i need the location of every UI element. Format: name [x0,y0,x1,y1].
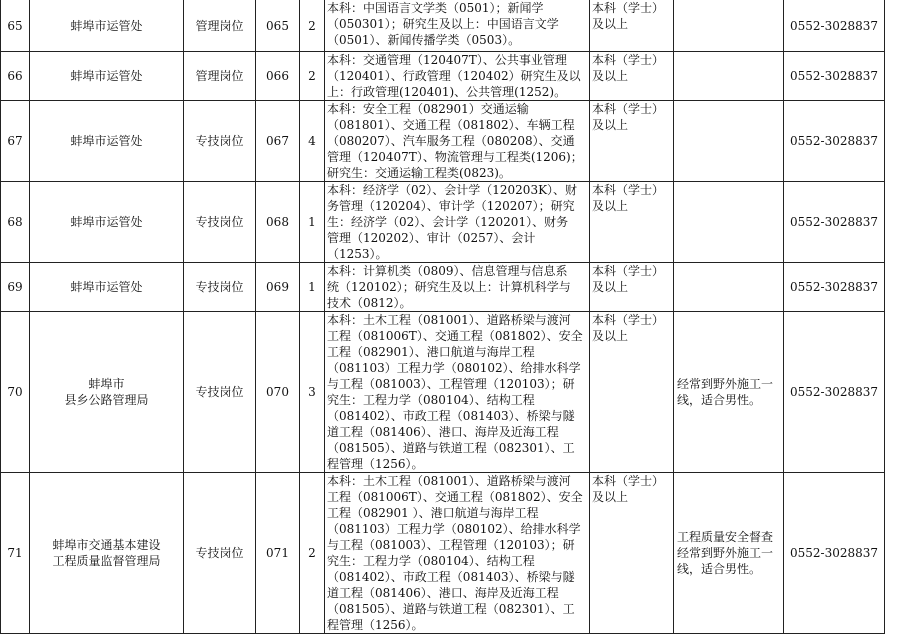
major-requirements [325,263,590,312]
education-requirement-line: 本科（学士） [592,183,665,197]
employer-unit [30,182,184,263]
employer-unit-line: 县乡公路管理局 [64,393,149,407]
contact-phone: 0552-3028837 [784,52,885,101]
major-requirements-line: 究生：工程力学（080104）、结构工程 [327,393,535,407]
employer-unit [30,312,184,473]
major-requirements [325,473,590,634]
education-requirement-line: 及以上 [592,329,629,343]
hiring-count: 3 [300,312,325,473]
table-row [1,312,885,473]
hiring-count: 1 [300,182,325,263]
major-requirements [325,0,590,52]
major-requirements-line: （081103）工程力学（080102）、给排水科学 [327,522,581,536]
major-requirements-line: 与工程（081003）、工程管理（120103）；研 [327,538,575,552]
major-requirements-line: （081103）工程力学（080102）、给排水科学 [327,361,581,375]
major-requirements-line: 本科：安全工程（082901）交通运输 [327,102,529,116]
major-requirements-line: 管理（120407T）、物流管理与工程类(1206)； [327,150,583,164]
major-requirements-line: （081505）、道路与铁道工程（082301）、工 [327,602,575,616]
position-code: 067 [256,101,300,182]
major-requirements-line: （081505）、道路与铁道工程（082301）、工 [327,441,575,455]
major-requirements-line: 道工程（081406）、港口、海岸及近海工程 [327,586,559,600]
major-requirements-line: 本科：土木工程（081001）、道路桥梁与渡河 [327,474,571,488]
major-requirements-line: （081801）、交通工程（081802）、车辆工程 [327,118,575,132]
row-number: 69 [1,263,30,312]
remarks [674,0,784,52]
contact-phone: 0552-3028837 [784,263,885,312]
hiring-count: 2 [300,473,325,634]
major-requirements-line: 与工程（081003）、工程管理（120103）；研 [327,377,575,391]
position-code: 066 [256,52,300,101]
major-requirements-line: 道工程（081406）、港口、海岸及近海工程 [327,425,559,439]
major-requirements-line: 务管理（120204）、审计学（120207）；研究 [327,199,575,213]
major-requirements-line: 生：经济学（02）、会计学（120201）、财务 [327,215,569,229]
table-row [1,52,885,101]
table-row [1,101,885,182]
major-requirements [325,101,590,182]
education-requirement-line: 及以上 [592,118,629,132]
education-requirement [590,312,674,473]
education-requirement-line: 本科（学士） [592,264,665,278]
major-requirements-line: （1253）。 [327,247,388,261]
hiring-count: 2 [300,0,325,52]
remarks [674,52,784,101]
contact-phone: 0552-3028837 [784,182,885,263]
education-requirement [590,0,674,52]
education-requirement [590,182,674,263]
employer-unit-line: 蚌埠市 [88,377,125,391]
remarks-line: 经常到野外施工一 [677,546,774,560]
employer-unit-line: 工程质量监督管理局 [52,554,161,568]
employer-unit-line: 蚌埠市运管处 [70,215,143,229]
major-requirements-line: 工程（082901 ）、港口航道与海岸工程 [327,506,539,520]
education-requirement-line: 本科（学士） [592,313,665,327]
remarks [674,312,784,473]
education-requirement-line: 本科（学士） [592,1,665,15]
row-number: 67 [1,101,30,182]
remarks [674,182,784,263]
position-code: 070 [256,312,300,473]
education-requirement-line: 及以上 [592,69,629,83]
major-requirements-line: （120401）、行政管理（120402）研究生及以 [327,69,581,83]
major-requirements-line: 管理（120202）、审计（0257）、会计 [327,231,536,245]
position-code: 065 [256,0,300,52]
education-requirement [590,101,674,182]
table-row [1,263,885,312]
position-category: 管理岗位 [184,52,256,101]
employer-unit-line: 蚌埠市交通基本建设 [52,538,161,552]
row-number: 70 [1,312,30,473]
major-requirements-line: 上：行政管理(120401)、公共管理(1252)。 [327,85,567,99]
hiring-count: 2 [300,52,325,101]
education-requirement [590,52,674,101]
remarks-line: 线，适合男性。 [677,393,762,407]
major-requirements [325,312,590,473]
major-requirements-line: 本科：交通管理（120407T）、公共事业管理 [327,53,567,67]
employer-unit [30,101,184,182]
position-category: 专技岗位 [184,182,256,263]
major-requirements-line: 本科：中国语言文学类（0501）；新闻学 [327,1,544,15]
education-requirement [590,473,674,634]
major-requirements [325,52,590,101]
education-requirement-line: 及以上 [592,199,629,213]
major-requirements-line: 技术（0812）。 [327,296,412,310]
remarks-line: 经常到野外施工一 [677,377,774,391]
contact-phone: 0552-3028837 [784,312,885,473]
position-code: 069 [256,263,300,312]
table-row [1,473,885,634]
remarks [674,101,784,182]
position-code: 068 [256,182,300,263]
employer-unit [30,0,184,52]
position-category: 专技岗位 [184,263,256,312]
employer-unit [30,473,184,634]
contact-phone: 0552-3028837 [784,101,885,182]
row-number: 71 [1,473,30,634]
employer-unit-line: 蚌埠市运管处 [70,69,143,83]
employer-unit-line: 蚌埠市运管处 [70,18,143,33]
major-requirements-line: 本科：经济学（02）、会计学（120203K）、财 [327,183,578,197]
employer-unit-line: 蚌埠市运管处 [70,134,143,148]
education-requirement [590,263,674,312]
row-number: 68 [1,182,30,263]
major-requirements-line: （081402）、市政工程（081403）、桥梁与隧 [327,570,575,584]
major-requirements-line: 究生：工程力学（080104）、结构工程 [327,554,535,568]
contact-phone: 0552-3028837 [784,0,885,52]
major-requirements-line: 工程（081006T）、交通工程（081802）、安全 [327,329,583,343]
position-category: 专技岗位 [184,312,256,473]
hiring-count: 4 [300,101,325,182]
education-requirement-line: 本科（学士） [592,53,665,67]
major-requirements-line: 统（120102）；研究生及以上：计算机科学与 [327,280,571,294]
major-requirements-line: （0501）、新闻传播学类（0503）。 [327,33,521,47]
major-requirements-line: 本科：土木工程（081001）、道路桥梁与渡河 [327,313,571,327]
major-requirements-line: 工程（081006T）、交通工程（081802）、安全 [327,490,583,504]
remarks [674,263,784,312]
major-requirements-line: 研究生：交通运输工程类(0823)。 [327,166,511,180]
employer-unit [30,263,184,312]
major-requirements-line: （081402）、市政工程（081403）、桥梁与隧 [327,409,575,423]
remarks [674,473,784,634]
education-requirement-line: 本科（学士） [592,102,665,116]
education-requirement-line: 及以上 [592,490,629,504]
position-category: 专技岗位 [184,101,256,182]
major-requirements [325,182,590,263]
contact-phone: 0552-3028837 [784,473,885,634]
education-requirement-line: 及以上 [592,17,629,31]
remarks-line: 工程质量安全督查 [677,530,774,544]
position-code: 071 [256,473,300,634]
major-requirements-line: 程管理（1256）。 [327,457,424,471]
major-requirements-line: 本科：计算机类（0809）、信息管理与信息系 [327,264,568,278]
row-number: 65 [1,0,30,52]
education-requirement-line: 及以上 [592,280,629,294]
table-row [1,182,885,263]
education-requirement-line: 本科（学士） [592,474,665,488]
position-category: 专技岗位 [184,473,256,634]
major-requirements-line: （080207）、汽车服务工程（080208）、交通 [327,134,575,148]
row-number: 66 [1,52,30,101]
remarks-line: 线，适合男性。 [677,562,762,576]
major-requirements-line: 工程（082901）、港口航道与海岸工程 [327,345,535,359]
major-requirements-line: 程管理（1256）。 [327,618,424,632]
position-category: 管理岗位 [184,0,256,52]
major-requirements-line: （050301）；研究生及以上：中国语言文学 [327,17,559,31]
employer-unit-line: 蚌埠市运管处 [70,280,143,294]
hiring-count: 1 [300,263,325,312]
employer-unit [30,52,184,101]
table-row [1,0,885,52]
